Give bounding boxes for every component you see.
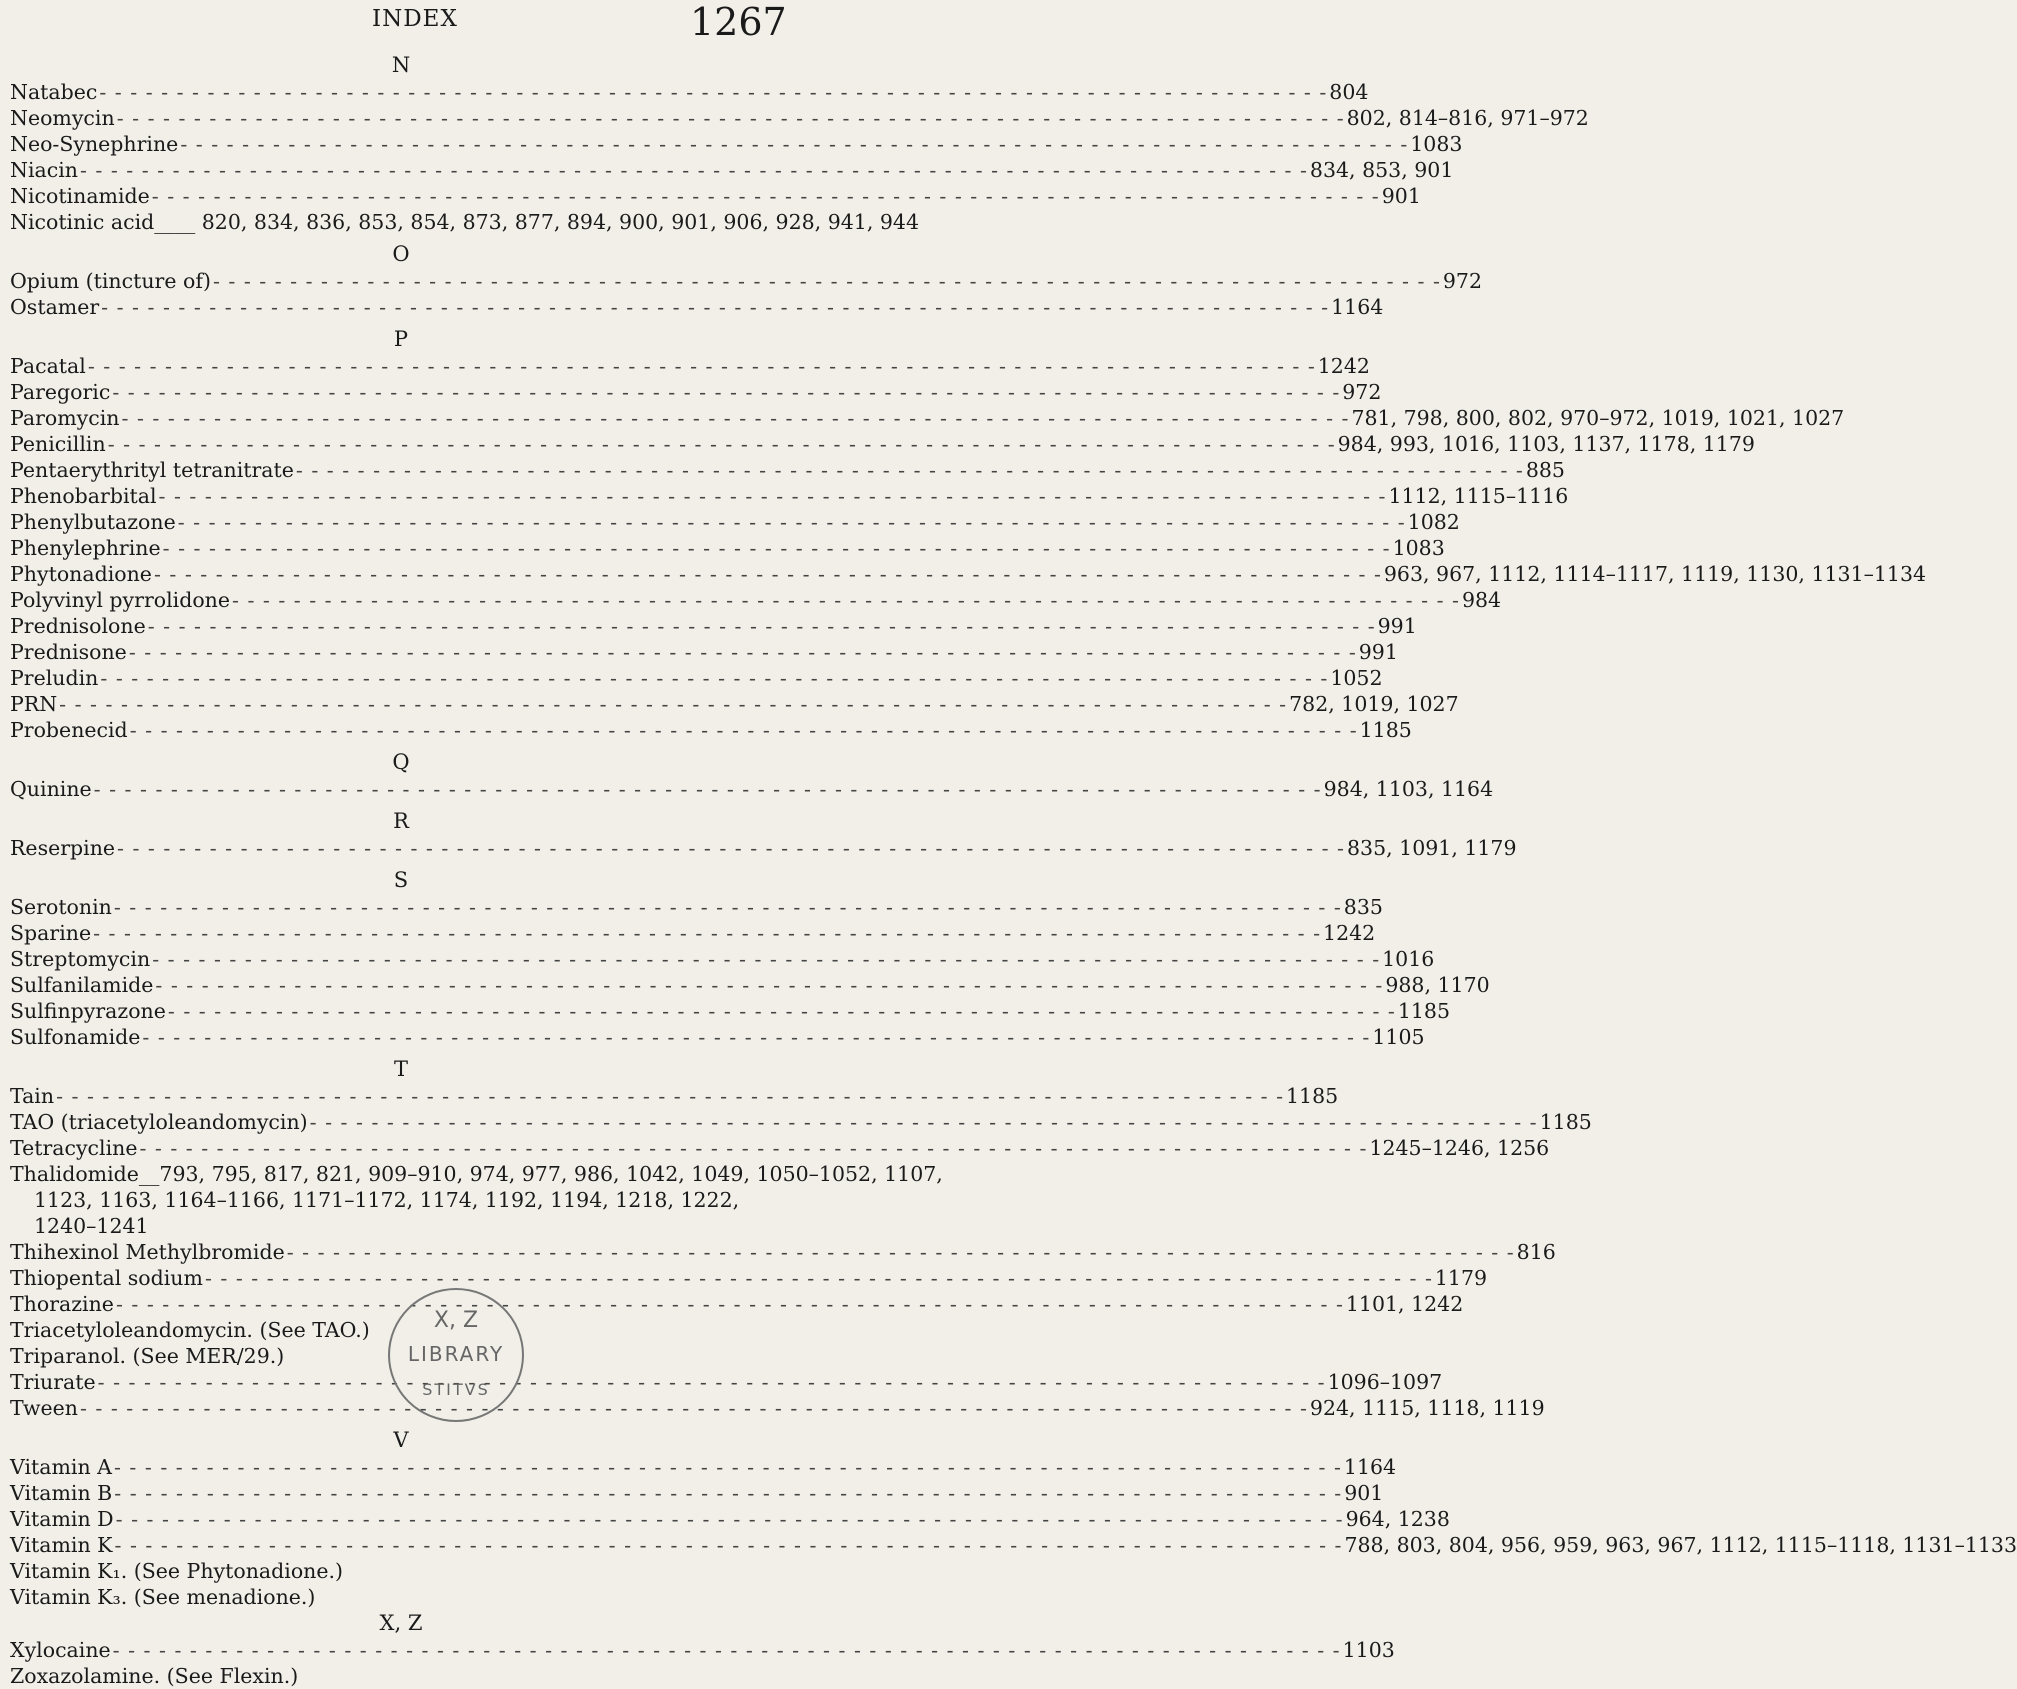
entry-term: Streptomycin — [10, 947, 151, 971]
leader-dots — [116, 1291, 1344, 1317]
entry-pages: 1083 — [1392, 536, 1445, 560]
leader-dots — [99, 79, 1327, 105]
leader-dots — [159, 483, 1387, 509]
index-entry — [10, 776, 1494, 802]
leader-dots — [80, 1395, 1308, 1421]
leader-dots — [232, 587, 1460, 613]
entry-term: Phenylbutazone — [10, 510, 176, 534]
section-letter: V — [393, 1428, 409, 1452]
entry-pages: 1185 — [1397, 999, 1450, 1023]
entry-pages: 1016 — [1382, 947, 1435, 971]
index-entry — [10, 1506, 1450, 1532]
entry-pages: 835 — [1343, 895, 1383, 919]
entry-pages: 782, 1019, 1027 — [1289, 692, 1459, 716]
entry-pages: 991 — [1377, 614, 1417, 638]
entry-term: Ostamer — [10, 295, 100, 319]
entry-pages: 1242 — [1317, 354, 1370, 378]
index-entry — [10, 587, 1502, 613]
entry-pages: 963, 967, 1112, 1114–1117, 1119, 1130, 1131–1134 — [1383, 562, 1927, 586]
entry-line: Thalidomide__793, 795, 817, 821, 909–910, 974, 977, 986, 1042, 1049, 1050–1052, 1107, — [10, 1162, 943, 1186]
entry-pages: 1242 — [1323, 921, 1376, 945]
entry-term: Neomycin — [10, 106, 115, 130]
entry-term: Sulfinpyrazone — [10, 999, 166, 1023]
index-entry — [10, 1480, 1384, 1506]
entry-pages: 984, 993, 1016, 1103, 1137, 1178, 1179 — [1337, 432, 1755, 456]
index-entry — [10, 457, 1565, 483]
leader-dots — [117, 105, 1345, 131]
entry-pages: 1185 — [1539, 1110, 1592, 1134]
leader-dots — [114, 894, 1342, 920]
entry-pages: 802, 814–816, 971–972 — [1346, 106, 1589, 130]
page-header — [0, 0, 801, 52]
entry-term: Niacin — [10, 158, 78, 182]
entry-term: Vitamin D — [10, 1507, 114, 1531]
leader-dots — [114, 1480, 1342, 1506]
page-number: 1267 — [690, 0, 787, 44]
entry-term: Triurate — [10, 1370, 96, 1394]
index-entry — [10, 1239, 1556, 1265]
entry-pages: 1103 — [1342, 1638, 1395, 1662]
leader-dots — [168, 998, 1396, 1024]
index-entry — [10, 691, 1459, 717]
entry-term: Serotonin — [10, 895, 112, 919]
cross-reference: Vitamin K₁. (See Phytonadione.) — [10, 1559, 344, 1583]
entry-term: Probenecid — [10, 718, 128, 742]
entry-term: Paromycin — [10, 406, 120, 430]
library-stamp — [388, 1288, 524, 1422]
leader-dots — [115, 1532, 1343, 1558]
entry-pages: 991 — [1358, 640, 1398, 664]
section-letter: P — [393, 327, 409, 351]
index-entry — [10, 1024, 1425, 1050]
entry-term: Vitamin B — [10, 1481, 113, 1505]
entry-term: Sulfonamide — [10, 1025, 141, 1049]
index-entry — [10, 835, 1517, 861]
entry-pages: 1179 — [1434, 1266, 1488, 1290]
leader-dots — [112, 379, 1340, 405]
leader-dots — [163, 535, 1391, 561]
entry-term: Polyvinyl pyrrolidone — [10, 588, 230, 612]
section-letter: Q — [392, 750, 410, 774]
entry-pages: 1164 — [1343, 1455, 1397, 1479]
leader-dots — [122, 405, 1350, 431]
entry-line: 1240–1241 — [34, 1214, 149, 1238]
entry-term: Nicotinamide — [10, 184, 150, 208]
entry-pages: 984 — [1461, 588, 1502, 612]
entry-pages: 1082 — [1407, 510, 1460, 534]
index-entry — [10, 1135, 1550, 1161]
section-letter: R — [393, 809, 409, 833]
index-entry — [10, 431, 1755, 457]
entry-term: Paregoric — [10, 380, 111, 404]
entry-term: Pacatal — [10, 354, 86, 378]
entry-term: Xylocaine — [10, 1638, 111, 1662]
entry-term: Quinine — [10, 777, 92, 801]
entry-term: Prednisone — [10, 640, 127, 664]
entry-term: Vitamin A — [10, 1455, 112, 1479]
index-entry — [10, 665, 1383, 691]
stamp-line-2: LIBRARY — [407, 1342, 505, 1366]
entry-term: Phytonadione — [10, 562, 152, 586]
leader-dots — [59, 691, 1287, 717]
leader-dots — [116, 1506, 1344, 1532]
leader-dots — [80, 157, 1308, 183]
index-entry — [10, 294, 1384, 320]
index-entry — [10, 483, 1569, 509]
entry-pages: 1185 — [1359, 718, 1412, 742]
entry-pages: 901 — [1344, 1481, 1384, 1505]
index-entry-nicotinic-acid: Nicotinic acid____ 820, 834, 836, 853, 854, 873, 877, 894, 900, 901, 906, 928, 941, 944 — [10, 210, 919, 234]
entry-pages: 1096–1097 — [1327, 1370, 1443, 1394]
index-entry — [10, 1532, 2017, 1558]
leader-dots — [287, 1239, 1515, 1265]
leader-dots — [180, 131, 1408, 157]
entry-pages: 1245–1246, 1256 — [1369, 1136, 1550, 1160]
index-entry — [10, 613, 1417, 639]
entry-term: Opium (tincture of) — [10, 269, 211, 293]
index-entry — [10, 379, 1382, 405]
leader-dots — [213, 268, 1441, 294]
index-entry — [10, 1109, 1592, 1135]
index-entry — [10, 1637, 1395, 1663]
cross-reference: Vitamin K₃. (See menadione.) — [10, 1585, 316, 1609]
entry-term: Sulfanilamide — [10, 973, 154, 997]
index-entry — [10, 157, 1454, 183]
leader-dots — [155, 972, 1383, 998]
leader-dots — [205, 1265, 1433, 1291]
index-entry — [10, 998, 1450, 1024]
entry-pages: 816 — [1516, 1240, 1556, 1264]
cross-reference: Triparanol. (See MER/29.) — [10, 1344, 285, 1368]
entry-pages: 834, 853, 901 — [1309, 158, 1454, 182]
entry-pages: 901 — [1381, 184, 1421, 208]
index-entry — [10, 894, 1383, 920]
entry-term: Thiopental sodium — [10, 1266, 203, 1290]
section-letter: O — [392, 242, 410, 266]
leader-dots — [178, 509, 1406, 535]
entry-pages: 885 — [1525, 458, 1565, 482]
index-entry — [10, 1083, 1339, 1109]
entry-term: Natabec — [10, 80, 98, 104]
entry-term: Phenylephrine — [10, 536, 161, 560]
leader-dots — [56, 1083, 1284, 1109]
leader-dots — [113, 1637, 1341, 1663]
cross-reference: Zoxazolamine. (See Flexin.) — [10, 1664, 299, 1688]
entry-term: Reserpine — [10, 836, 116, 860]
entry-pages: 1083 — [1410, 132, 1463, 156]
index-entry — [10, 79, 1369, 105]
index-entry — [10, 920, 1376, 946]
index-entry — [10, 561, 1927, 587]
leader-dots — [94, 776, 1322, 802]
leader-dots — [98, 1369, 1326, 1395]
leader-dots — [108, 431, 1336, 457]
entry-term: Tetracycline — [10, 1136, 138, 1160]
leader-dots — [152, 183, 1380, 209]
entry-pages: 804 — [1329, 80, 1369, 104]
entry-term: Thorazine — [10, 1292, 114, 1316]
leader-dots — [296, 457, 1524, 483]
entry-line: 1123, 1163, 1164–1166, 1171–1172, 1174, 1192, 1194, 1218, 1222, — [34, 1188, 740, 1212]
entry-pages: 788, 803, 804, 956, 959, 963, 967, 1112, 1115–1118, 1131–1133 — [1344, 1533, 2017, 1557]
entry-pages: 988, 1170 — [1385, 973, 1490, 997]
index-entry — [10, 972, 1490, 998]
entry-pages: 1112, 1115–1116 — [1388, 484, 1569, 508]
entry-pages: 835, 1091, 1179 — [1346, 836, 1517, 860]
leader-dots — [142, 1024, 1370, 1050]
leader-dots — [117, 835, 1345, 861]
section-letter: S — [393, 868, 409, 892]
entry-pages: 1105 — [1372, 1025, 1425, 1049]
entry-pages: 984, 1103, 1164 — [1323, 777, 1494, 801]
stamp-line-1: X, Z — [433, 1308, 479, 1333]
index-entry — [10, 405, 1845, 431]
index-entries — [10, 52, 2017, 1689]
entry-pages: 964, 1238 — [1345, 1507, 1450, 1531]
entry-term: Tain — [10, 1084, 55, 1108]
index-entry — [10, 105, 1589, 131]
entry-term: Neo-Synephrine — [10, 132, 179, 156]
section-letter: N — [391, 53, 411, 77]
index-entry — [10, 1454, 1397, 1480]
leader-dots — [148, 613, 1376, 639]
leader-dots — [101, 294, 1329, 320]
entry-term: Vitamin K — [10, 1533, 113, 1557]
section-letter: T — [393, 1057, 408, 1081]
leader-dots — [129, 639, 1357, 665]
entry-term: Penicillin — [10, 432, 106, 456]
entry-pages: 781, 798, 800, 802, 970–972, 1019, 1021, 1027 — [1351, 406, 1845, 430]
leader-dots — [93, 920, 1321, 946]
index-entry — [10, 535, 1445, 561]
entry-pages: 972 — [1342, 380, 1382, 404]
entry-term: Preludin — [10, 666, 99, 690]
leader-dots — [139, 1135, 1367, 1161]
entry-pages: 1185 — [1286, 1084, 1339, 1108]
leader-dots — [154, 561, 1382, 587]
entry-pages: 1101, 1242 — [1345, 1292, 1464, 1316]
index-entry — [10, 131, 1463, 157]
leader-dots — [310, 1109, 1538, 1135]
index-entry-thalidomide — [10, 1161, 943, 1239]
section-letter: X, Z — [379, 1611, 423, 1635]
entry-term: Thihexinol Methylbromide — [10, 1240, 285, 1264]
entry-term: PRN — [10, 692, 58, 716]
entry-pages: 924, 1115, 1118, 1119 — [1309, 1396, 1545, 1420]
entry-pages: 1052 — [1330, 666, 1383, 690]
entry-term: Sparine — [10, 921, 92, 945]
running-head: INDEX — [372, 6, 458, 32]
index-entry — [10, 946, 1435, 972]
entry-term: Tween — [10, 1396, 78, 1420]
index-entry — [10, 639, 1398, 665]
index-entry — [10, 717, 1412, 743]
entry-pages: 972 — [1442, 269, 1483, 293]
leader-dots — [100, 665, 1328, 691]
index-entry — [10, 183, 1421, 209]
entry-pages: 1164 — [1331, 295, 1384, 319]
index-entry — [10, 1265, 1488, 1291]
entry-term: TAO (triacetyloleandomycin) — [10, 1110, 308, 1134]
index-entry — [10, 353, 1370, 379]
index-entry — [10, 509, 1460, 535]
entry-term: Pentaerythrityl tetranitrate — [10, 458, 294, 482]
index-entry — [10, 268, 1483, 294]
leader-dots — [88, 353, 1316, 379]
stamp-line-3: STITVS — [422, 1380, 490, 1399]
leader-dots — [152, 946, 1380, 972]
leader-dots — [114, 1454, 1342, 1480]
entry-term: Prednisolone — [10, 614, 146, 638]
cross-reference: Triacetyloleandomycin. (See TAO.) — [10, 1318, 370, 1342]
entry-term: Phenobarbital — [10, 484, 157, 508]
leader-dots — [130, 717, 1358, 743]
